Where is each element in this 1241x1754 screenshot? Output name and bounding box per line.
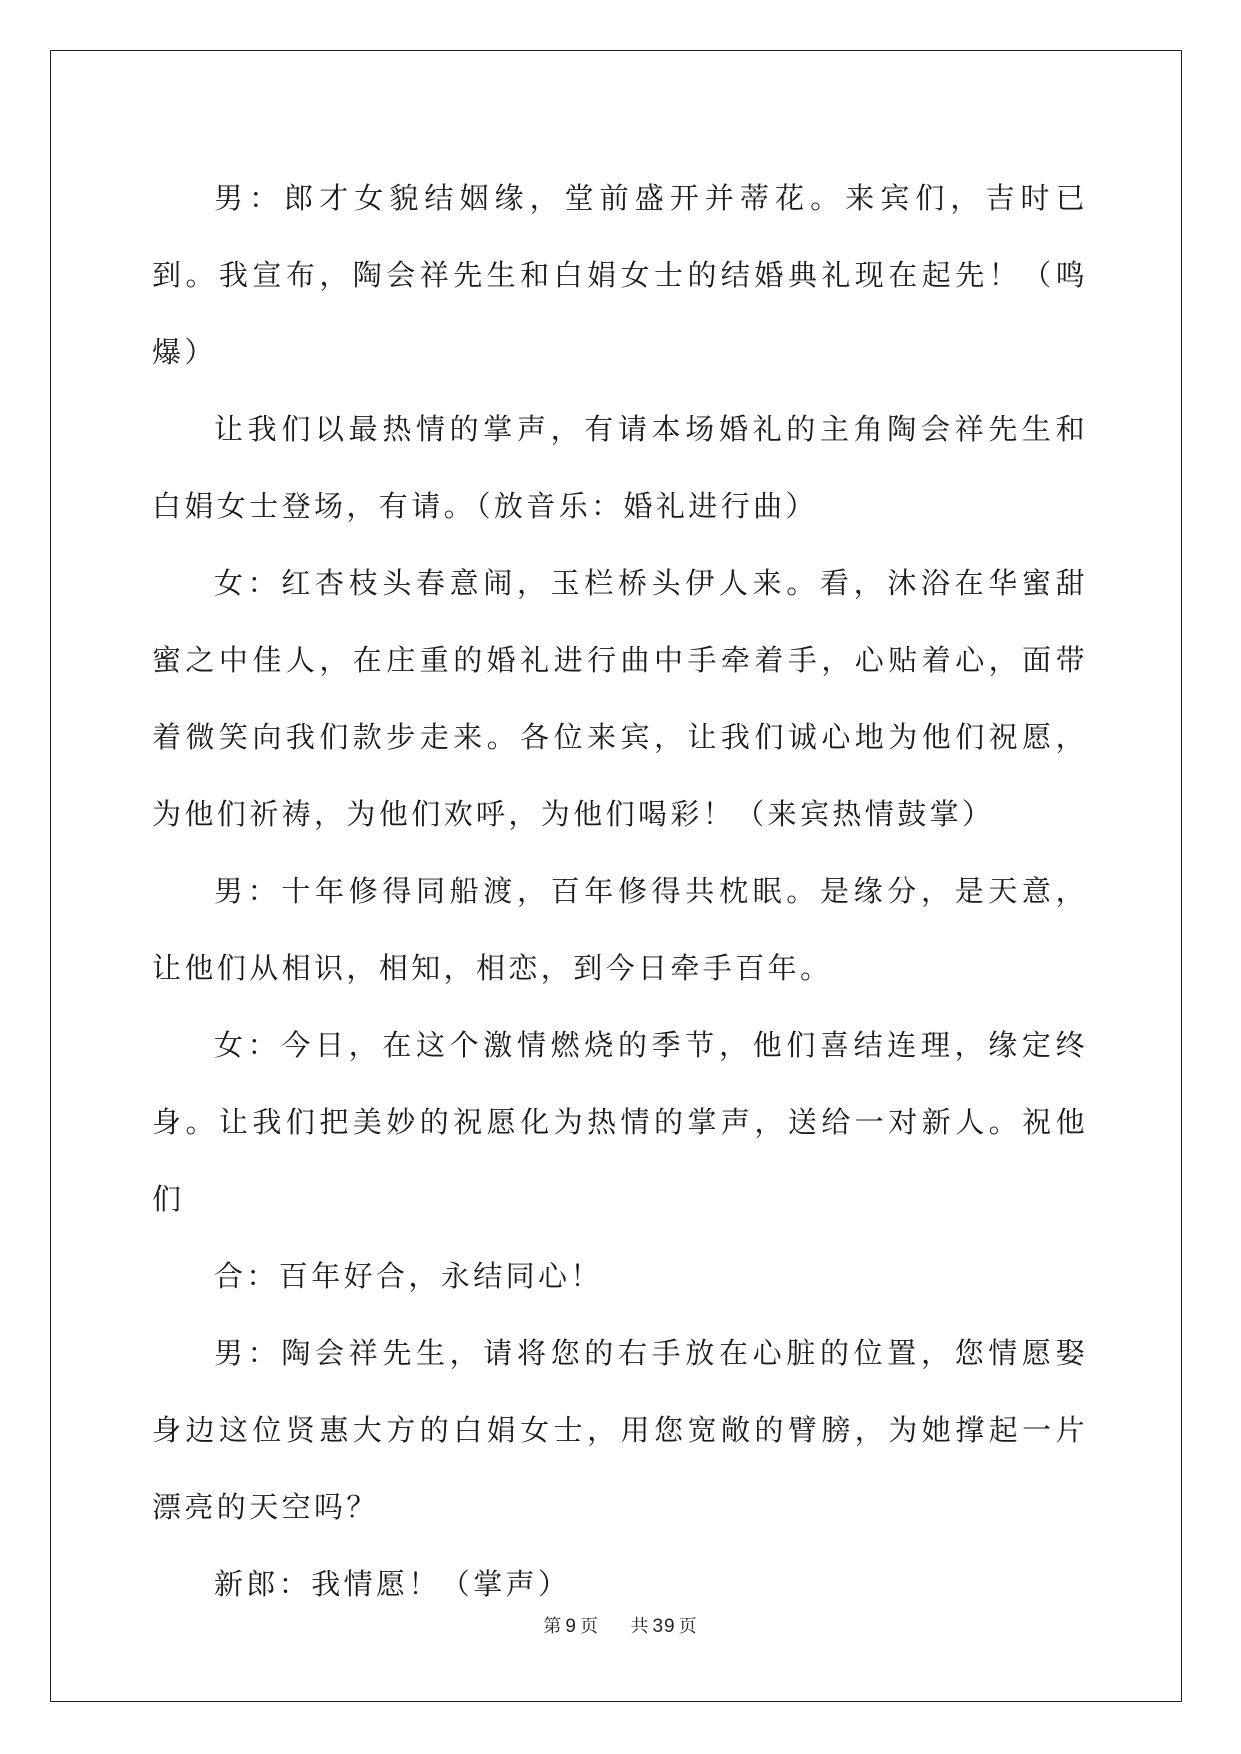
document-body (152, 160, 1088, 1623)
paragraph-together: 合：百年好合，永结同心！ (214, 1259, 603, 1293)
total-suffix: 页 (678, 1616, 698, 1637)
paragraph-host-male-fate: 男：十年修得同船渡，百年修得共枕眠。是缘分，是天意，让他们从相识，相知，相恋，到今日牵手百年。 (152, 874, 1088, 985)
paragraph-host-female-entrance: 女：红杏枝头春意闹，玉栏桥头伊人来。看，沐浴在华蜜甜蜜之中佳人，在庄重的婚礼进行曲中手牵着手，心贴着心，面带着微笑向我们款步走来。各位来宾，让我们诚心地为他们祝愿，为他们祈祷，为他们欢呼，为他们喝彩！（来宾热情鼓掌） (152, 566, 1088, 831)
paragraph-vow-question: 男：陶会祥先生，请将您的右手放在心脏的位置，您情愿娶身边这位贤惠大方的白娟女士，用您宽敞的臂膀，为她撑起一片漂亮的天空吗？ (152, 1336, 1088, 1524)
page-number: 9 (565, 1616, 577, 1637)
total-pages: 39 (652, 1616, 676, 1637)
paragraph-host-male-opening: 男：郎才女貌结姻缘，堂前盛开并蒂花。来宾们，吉时已到。我宣布，陶会祥先生和白娟女士的结婚典礼现在起先！（鸣爆） (152, 181, 1088, 369)
total-prefix: 共 (630, 1616, 650, 1637)
page-prefix: 第 (543, 1616, 563, 1637)
page-suffix: 页 (579, 1616, 599, 1637)
paragraph-invite-applause: 让我们以最热情的掌声，有请本场婚礼的主角陶会祥先生和白娟女士登场，有请。（放音乐：婚礼进行曲） (152, 412, 1088, 523)
paragraph-groom-answer: 新郎：我情愿！（掌声） (214, 1567, 571, 1601)
paragraph-host-female-blessing: 女：今日，在这个激情燃烧的季节，他们喜结连理，缘定终身。让我们把美妙的祝愿化为热情的掌声，送给一对新人。祝他们 (152, 1028, 1088, 1216)
page-footer (0, 1612, 1241, 1638)
